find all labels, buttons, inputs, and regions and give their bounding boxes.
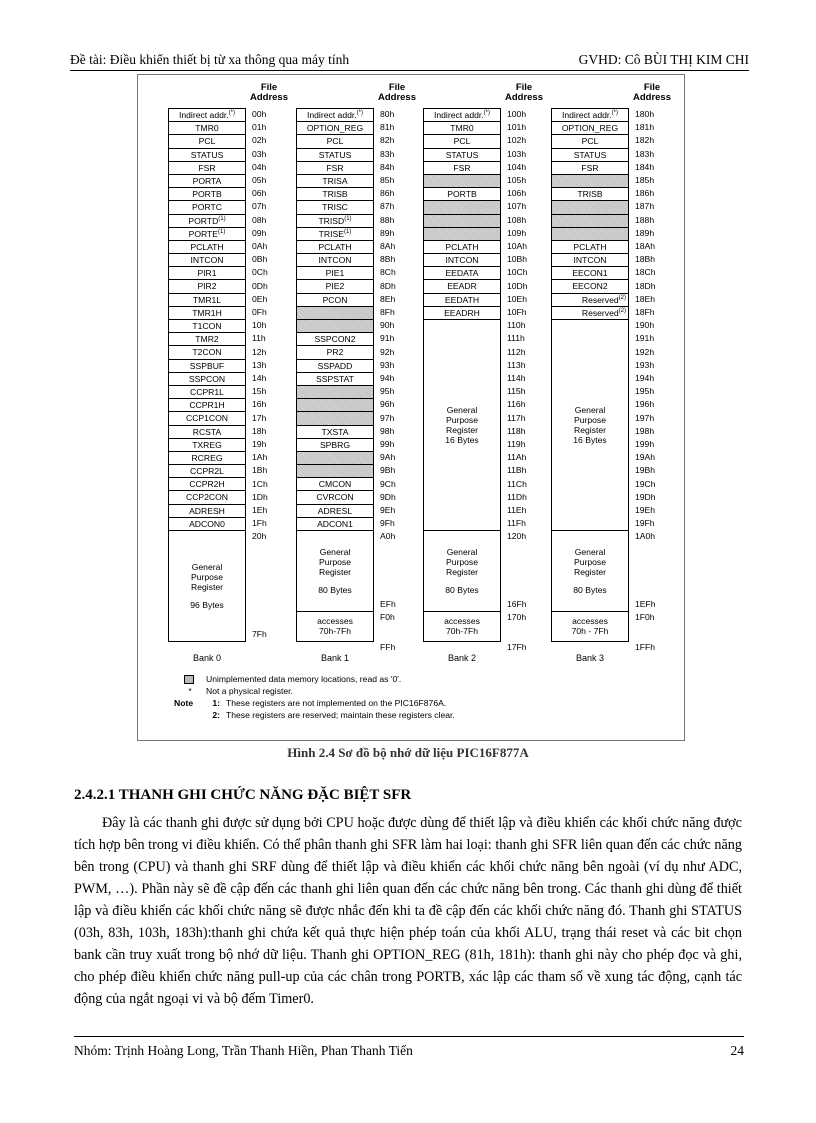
address-label: 86h <box>380 188 395 199</box>
register-cell: PCL <box>552 135 628 148</box>
address-label: 90h <box>380 320 395 331</box>
register-cell: STATUS <box>297 149 373 162</box>
register-cell: PIE2 <box>297 280 373 293</box>
legend-note-label: Note <box>174 698 194 708</box>
register-cell: PCLATH <box>424 241 500 254</box>
register-cell: PCLATH <box>169 241 245 254</box>
bank-label: Bank 0 <box>192 653 222 663</box>
register-cell: TMR1H <box>169 307 245 320</box>
address-label: 18Fh <box>635 307 655 317</box>
address-label: 87h <box>380 201 395 212</box>
address-label: 9Ah <box>380 452 396 463</box>
address-label: 8Bh <box>380 254 396 265</box>
address-label: 13h <box>252 359 267 370</box>
address-label: 8Ch <box>380 267 396 278</box>
register-cell: SSPBUF <box>169 360 245 373</box>
address-label: 113h <box>507 359 526 370</box>
address-label: 95h <box>380 386 395 397</box>
address-label: 114h <box>507 373 526 383</box>
address-label: 08h <box>252 214 267 225</box>
address-label: 120h <box>507 531 527 542</box>
address-label: 1Dh <box>252 491 268 502</box>
address-label: 10Ah <box>507 241 528 251</box>
address-label: 180h <box>635 109 655 119</box>
address-label: 100h <box>507 109 527 119</box>
address-label: 188h <box>635 214 655 225</box>
register-cell: CVRCON <box>297 491 373 504</box>
gpr-block: General Purpose Register 96 Bytes <box>169 531 245 642</box>
register-cell: CCPR2H <box>169 478 245 491</box>
address-label: 9Dh <box>380 491 396 502</box>
register-cell: CCPR1L <box>169 386 245 399</box>
register-cell: INTCON <box>424 254 500 267</box>
bank-label: Bank 1 <box>320 653 350 663</box>
address-label: 91h <box>380 333 395 344</box>
bank-3 <box>551 75 681 675</box>
register-cell: ADRESL <box>297 505 373 518</box>
figure-caption: Hình 2.4 Sơ đồ bộ nhớ dữ liệu PIC16F877A <box>287 745 529 760</box>
register-cell: PIR1 <box>169 267 245 280</box>
unimplemented-cell <box>297 386 373 399</box>
address-label: 20h <box>252 531 267 542</box>
address-label: 1FFh <box>635 642 656 652</box>
address-label: 19Bh <box>635 465 656 476</box>
footer-authors: Nhóm: Trịnh Hoàng Long, Trần Thanh Hiền, Phan Thanh Tiến <box>74 1043 413 1058</box>
bank-0 <box>168 75 298 675</box>
register-cell: TRISA <box>297 175 373 188</box>
address-label: 108h <box>507 214 527 225</box>
register-cell: TMR2 <box>169 333 245 346</box>
address-label: 11Ah <box>507 452 527 463</box>
address-label: 18h <box>252 425 267 436</box>
address-label: 96h <box>380 399 395 410</box>
address-label: 88h <box>380 214 395 225</box>
address-label: 19h <box>252 439 267 449</box>
address-label: 14h <box>252 373 267 383</box>
address-label: 104h <box>507 161 527 172</box>
address-label: 01h <box>252 122 267 133</box>
address-label: 115h <box>507 386 526 397</box>
register-cell: SSPADD <box>297 360 373 373</box>
bank-label: Bank 3 <box>575 653 605 663</box>
address-label: 186h <box>635 188 655 199</box>
address-label: 03h <box>252 148 267 159</box>
address-label: 117h <box>507 412 526 423</box>
register-cell: T1CON <box>169 320 245 333</box>
register-cell: TRISE$^{(1)}$ <box>297 228 373 241</box>
address-label: 1Fh <box>252 518 267 529</box>
file-address-title: File Address <box>632 82 671 103</box>
address-label: 10Dh <box>507 280 528 291</box>
register-cell: EEADR <box>424 280 500 293</box>
address-label: 81h <box>380 122 395 133</box>
address-label: 83h <box>380 148 395 159</box>
unimplemented-cell <box>297 412 373 425</box>
register-cell: PIE1 <box>297 267 373 280</box>
register-cell: EECON1 <box>552 267 628 280</box>
register-cell: STATUS <box>424 149 500 162</box>
gpr-16-block: General Purpose Register 16 Bytes <box>424 320 500 531</box>
address-label: 18Ah <box>635 241 656 251</box>
address-label: 8Dh <box>380 280 396 291</box>
address-label: 182h <box>635 135 655 146</box>
address-label: 183h <box>635 148 655 159</box>
register-cell: SSPCON <box>169 373 245 386</box>
address-label: 0Bh <box>252 254 268 265</box>
address-label: 0Eh <box>252 293 268 304</box>
address-label: 98h <box>380 425 395 436</box>
unimplemented-cell <box>552 228 628 241</box>
register-cell: Reserved$^{(2)}$ <box>552 307 628 320</box>
address-label: 189h <box>635 227 655 238</box>
register-cell: TRISB <box>297 188 373 201</box>
address-label: 00h <box>252 109 267 119</box>
unimplemented-cell <box>297 465 373 478</box>
register-cell: FSR <box>297 162 373 175</box>
address-label: 89h <box>380 227 395 238</box>
register-cell: FSR <box>424 162 500 175</box>
register-cell: STATUS <box>552 149 628 162</box>
file-address-title: File Address <box>504 82 543 103</box>
address-label: 185h <box>635 175 655 185</box>
register-cell: INTCON <box>297 254 373 267</box>
address-label: 05h <box>252 175 267 185</box>
legend-row-unimplemented <box>174 673 455 685</box>
address-label: 19Eh <box>635 505 656 515</box>
register-cell: CCP1CON <box>169 412 245 425</box>
address-label: 92h <box>380 346 395 357</box>
address-label: 187h <box>635 201 655 212</box>
address-label: 09h <box>252 227 267 238</box>
legend-note2-num: 2: <box>212 710 220 720</box>
address-label: 97h <box>380 412 395 423</box>
address-label: 10Eh <box>507 293 528 304</box>
address-label: 10Ch <box>507 267 528 278</box>
address-label: 170h <box>507 612 527 622</box>
address-label: 10h <box>252 320 267 331</box>
bank-1 <box>296 75 426 675</box>
address-label: 12h <box>252 346 267 357</box>
unimplemented-cell <box>424 215 500 228</box>
access-block: accesses 70h-7Fh <box>424 612 500 642</box>
register-cell: PORTA <box>169 175 245 188</box>
legend-note1-num: 1: <box>212 698 220 708</box>
address-label: 105h <box>507 175 527 185</box>
address-label: 109h <box>507 227 527 238</box>
unimplemented-cell <box>424 228 500 241</box>
address-label: 1EFh <box>635 598 656 609</box>
header-topic: Đề tài: Điều khiển thiết bị từ xa thông qua máy tính <box>70 52 350 67</box>
address-label: 119h <box>507 439 526 449</box>
register-cell: EEDATA <box>424 267 500 280</box>
address-label: 07h <box>252 201 267 212</box>
address-label: 99h <box>380 439 395 449</box>
address-label: 1F0h <box>635 612 655 622</box>
register-cell: Indirect addr.(*) <box>424 109 500 122</box>
legend-star-mark: * <box>188 686 192 696</box>
address-label: 198h <box>635 425 655 436</box>
address-label: 196h <box>635 399 655 410</box>
register-cell: TRISD$^{(1)}$ <box>297 215 373 228</box>
address-label: 17Fh <box>507 642 527 652</box>
register-cell: CCPR2L <box>169 465 245 478</box>
register-cell: ADRESH <box>169 505 245 518</box>
bank-2 <box>423 75 553 675</box>
file-address-title: File Address <box>249 82 288 103</box>
unimplemented-swatch <box>184 675 194 684</box>
address-label: 11Ch <box>507 478 527 489</box>
address-label: 19Dh <box>635 491 656 502</box>
address-label: FFh <box>380 642 396 652</box>
register-cell: CCPR1H <box>169 399 245 412</box>
address-label: 8Fh <box>380 307 395 317</box>
register-cell: TRISB <box>552 188 628 201</box>
address-label: 195h <box>635 386 655 397</box>
figure-legend <box>174 673 455 721</box>
address-label: 1Bh <box>252 465 268 476</box>
gpr-block: General Purpose Register 80 Bytes <box>297 531 373 612</box>
legend-star-text: Not a physical register. <box>206 686 293 696</box>
address-label: 16Fh <box>507 598 527 609</box>
address-label: 19Ah <box>635 452 656 463</box>
bank-label: Bank 2 <box>447 653 477 663</box>
address-label: 102h <box>507 135 527 146</box>
address-label: 0Ah <box>252 241 268 251</box>
address-label: 118h <box>507 425 526 436</box>
register-column <box>551 108 629 642</box>
unimplemented-cell <box>297 452 373 465</box>
register-column <box>168 108 246 642</box>
address-label: 11Eh <box>507 505 527 515</box>
unimplemented-cell <box>297 307 373 320</box>
address-label: 94h <box>380 373 395 383</box>
unimplemented-cell <box>297 399 373 412</box>
register-cell: PORTB <box>424 188 500 201</box>
register-cell: PORTE$^{(1)}$ <box>169 228 245 241</box>
unimplemented-cell <box>552 175 628 188</box>
address-label: 18Eh <box>635 293 656 304</box>
address-label: 9Ch <box>380 478 396 489</box>
address-label: 9Fh <box>380 518 395 529</box>
address-label: 85h <box>380 175 395 185</box>
address-label: 19Fh <box>635 518 655 529</box>
register-cell: TRISC <box>297 201 373 214</box>
address-label: 181h <box>635 122 655 133</box>
address-label: 10Bh <box>507 254 528 265</box>
register-cell: PORTC <box>169 201 245 214</box>
unimplemented-cell <box>297 320 373 333</box>
address-label: 1Ah <box>252 452 268 463</box>
register-cell: EEDATH <box>424 294 500 307</box>
address-label: 18Ch <box>635 267 656 278</box>
address-label: 82h <box>380 135 395 146</box>
register-cell: ADCON1 <box>297 518 373 531</box>
address-label: 0Ch <box>252 267 268 278</box>
gpr-block: General Purpose Register 80 Bytes <box>424 531 500 612</box>
header-rule <box>70 70 749 71</box>
register-cell: PIR2 <box>169 280 245 293</box>
register-cell: RCREG <box>169 452 245 465</box>
address-label: 80h <box>380 109 395 119</box>
register-cell: EECON2 <box>552 280 628 293</box>
register-cell: PCL <box>297 135 373 148</box>
address-label: 193h <box>635 359 655 370</box>
unimplemented-cell <box>552 215 628 228</box>
register-cell: PCL <box>169 135 245 148</box>
footer-rule <box>74 1036 744 1037</box>
unimplemented-cell <box>552 201 628 214</box>
address-label: 199h <box>635 439 655 449</box>
register-cell: TMR0 <box>424 122 500 135</box>
register-cell: EEADRH <box>424 307 500 320</box>
address-label: 9Eh <box>380 505 396 515</box>
register-cell: INTCON <box>169 254 245 267</box>
gpr-16-block: General Purpose Register 16 Bytes <box>552 320 628 531</box>
section-paragraph: Đây là các thanh ghi được sử dụng bởi CPU hoặc được dùng để thiết lập và điều khiển các khối chức năng được tích hợp bên trong vi điều khiển. Có thể phân thanh ghi SFR làm hai loại: thanh ghi SFR liên quan đến các chức năng bên trong (CPU) và thanh ghi SRF dùng để thiết lập và điều khiển các khối chức năng bên ngoài (ví dụ như ADC, PWM, …). Phần này sẽ đề cập đến các thanh ghi liên quan đến các chức năng bên trong. Các thanh ghi dùng để thiết lập và điều khiển các khối chức năng sẽ được nhắc đến khi ta đề cập đến các khối chức năng đó. Thanh ghi STATUS (03h, 83h, 103h, 183h):thanh ghi chứa kết quả thực hiện phép toán của khối ALU, trạng thái reset và các bit chọn bank cần truy xuất trong bộ nhớ dữ liệu. Thanh ghi OPTION_REG (81h, 181h): thanh ghi này cho phép đọc và ghi, cho phép điều khiển chức năng pull-up của các chân trong PORTB, xác lập các tham số về xung tác động, cạnh tác động của ngắt ngoại vi và bộ đếm Timer0. <box>74 815 742 1007</box>
register-cell: TXREG <box>169 439 245 452</box>
page-number: 24 <box>730 1043 744 1058</box>
address-label: A0h <box>380 531 396 542</box>
address-label: 107h <box>507 201 527 212</box>
address-label: 17h <box>252 412 267 423</box>
register-cell: PORTD$^{(1)}$ <box>169 215 245 228</box>
address-label: EFh <box>380 598 396 609</box>
address-label: 11Dh <box>507 491 527 502</box>
register-cell: OPTION_REG <box>297 122 373 135</box>
address-label: 11Bh <box>507 465 527 476</box>
legend-unimplemented-text: Unimplemented data memory locations, read as '0'. <box>206 674 402 684</box>
register-cell: Indirect addr.(*) <box>297 109 373 122</box>
address-label: 191h <box>635 333 655 344</box>
address-label: F0h <box>380 612 395 622</box>
address-label: 0Dh <box>252 280 268 291</box>
address-label: 93h <box>380 359 395 370</box>
address-label: 194h <box>635 373 655 383</box>
address-label: 8Ah <box>380 241 396 251</box>
section-title: 2.4.2.1 THANH GHI CHỨC NĂNG ĐẶC BIỆT SFR <box>74 787 412 803</box>
register-column <box>423 108 501 642</box>
address-label: 112h <box>507 346 526 357</box>
address-label: 16h <box>252 399 267 410</box>
address-label: 18Bh <box>635 254 656 265</box>
address-label: 7Fh <box>252 628 267 639</box>
header-advisor: GVHD: Cô BÙI THỊ KIM CHI <box>578 52 749 67</box>
legend-note2-text: These registers are reserved; maintain these registers clear. <box>226 710 455 720</box>
address-label: 11Fh <box>507 518 526 529</box>
access-block: accesses 70h - 7Fh <box>552 612 628 642</box>
register-cell: CCP2CON <box>169 491 245 504</box>
address-label: 116h <box>507 399 526 410</box>
address-label: 0Fh <box>252 307 267 317</box>
address-label: 8Eh <box>380 293 396 304</box>
address-label: 15h <box>252 386 267 397</box>
address-label: 1Ch <box>252 478 268 489</box>
register-cell: INTCON <box>552 254 628 267</box>
address-label: 111h <box>507 333 525 344</box>
address-label: 10Fh <box>507 307 527 317</box>
legend-row-note2 <box>174 709 455 721</box>
register-column <box>296 108 374 642</box>
address-label: 06h <box>252 188 267 199</box>
register-cell: TMR1L <box>169 294 245 307</box>
file-address-title: File Address <box>377 82 416 103</box>
register-cell: SPBRG <box>297 439 373 452</box>
address-label: 19Ch <box>635 478 656 489</box>
address-label: 110h <box>507 320 526 331</box>
legend-note1-text: These registers are not implemented on the PIC16F876A. <box>226 698 447 708</box>
register-cell: PCLATH <box>552 241 628 254</box>
register-cell: PR2 <box>297 346 373 359</box>
address-label: 103h <box>507 148 527 159</box>
register-cell: T2CON <box>169 346 245 359</box>
register-cell: SSPSTAT <box>297 373 373 386</box>
register-cell: PCL <box>424 135 500 148</box>
address-label: 192h <box>635 346 655 357</box>
address-label: 1Eh <box>252 505 268 515</box>
address-label: 101h <box>507 122 527 133</box>
address-label: 197h <box>635 412 655 423</box>
address-label: 1A0h <box>635 531 656 542</box>
register-cell: TMR0 <box>169 122 245 135</box>
legend-row-note1 <box>174 697 455 709</box>
address-label: 106h <box>507 188 527 199</box>
register-cell: CMCON <box>297 478 373 491</box>
address-label: 18Dh <box>635 280 656 291</box>
register-cell: PCLATH <box>297 241 373 254</box>
register-cell: PORTB <box>169 188 245 201</box>
register-cell: ADCON0 <box>169 518 245 531</box>
register-cell: Indirect addr.(*) <box>169 109 245 122</box>
register-cell: PCON <box>297 294 373 307</box>
access-block: accesses 70h-7Fh <box>297 612 373 642</box>
register-cell: Reserved$^{(2)}$ <box>552 294 628 307</box>
gpr-block: General Purpose Register 80 Bytes <box>552 531 628 612</box>
register-cell: OPTION_REG <box>552 122 628 135</box>
address-label: 04h <box>252 161 267 172</box>
address-label: 190h <box>635 320 655 331</box>
register-cell: RCSTA <box>169 426 245 439</box>
unimplemented-cell <box>424 201 500 214</box>
register-cell: TXSTA <box>297 426 373 439</box>
unimplemented-cell <box>424 175 500 188</box>
address-label: 184h <box>635 161 655 172</box>
register-cell: SSPCON2 <box>297 333 373 346</box>
register-cell: STATUS <box>169 149 245 162</box>
address-label: 84h <box>380 161 395 172</box>
register-cell: FSR <box>552 162 628 175</box>
address-label: 02h <box>252 135 267 146</box>
legend-row-star <box>174 685 455 697</box>
address-label: 9Bh <box>380 465 396 476</box>
register-cell: FSR <box>169 162 245 175</box>
address-label: 11h <box>252 333 266 344</box>
register-cell: Indirect addr.(*) <box>552 109 628 122</box>
memory-map-figure <box>137 74 685 741</box>
